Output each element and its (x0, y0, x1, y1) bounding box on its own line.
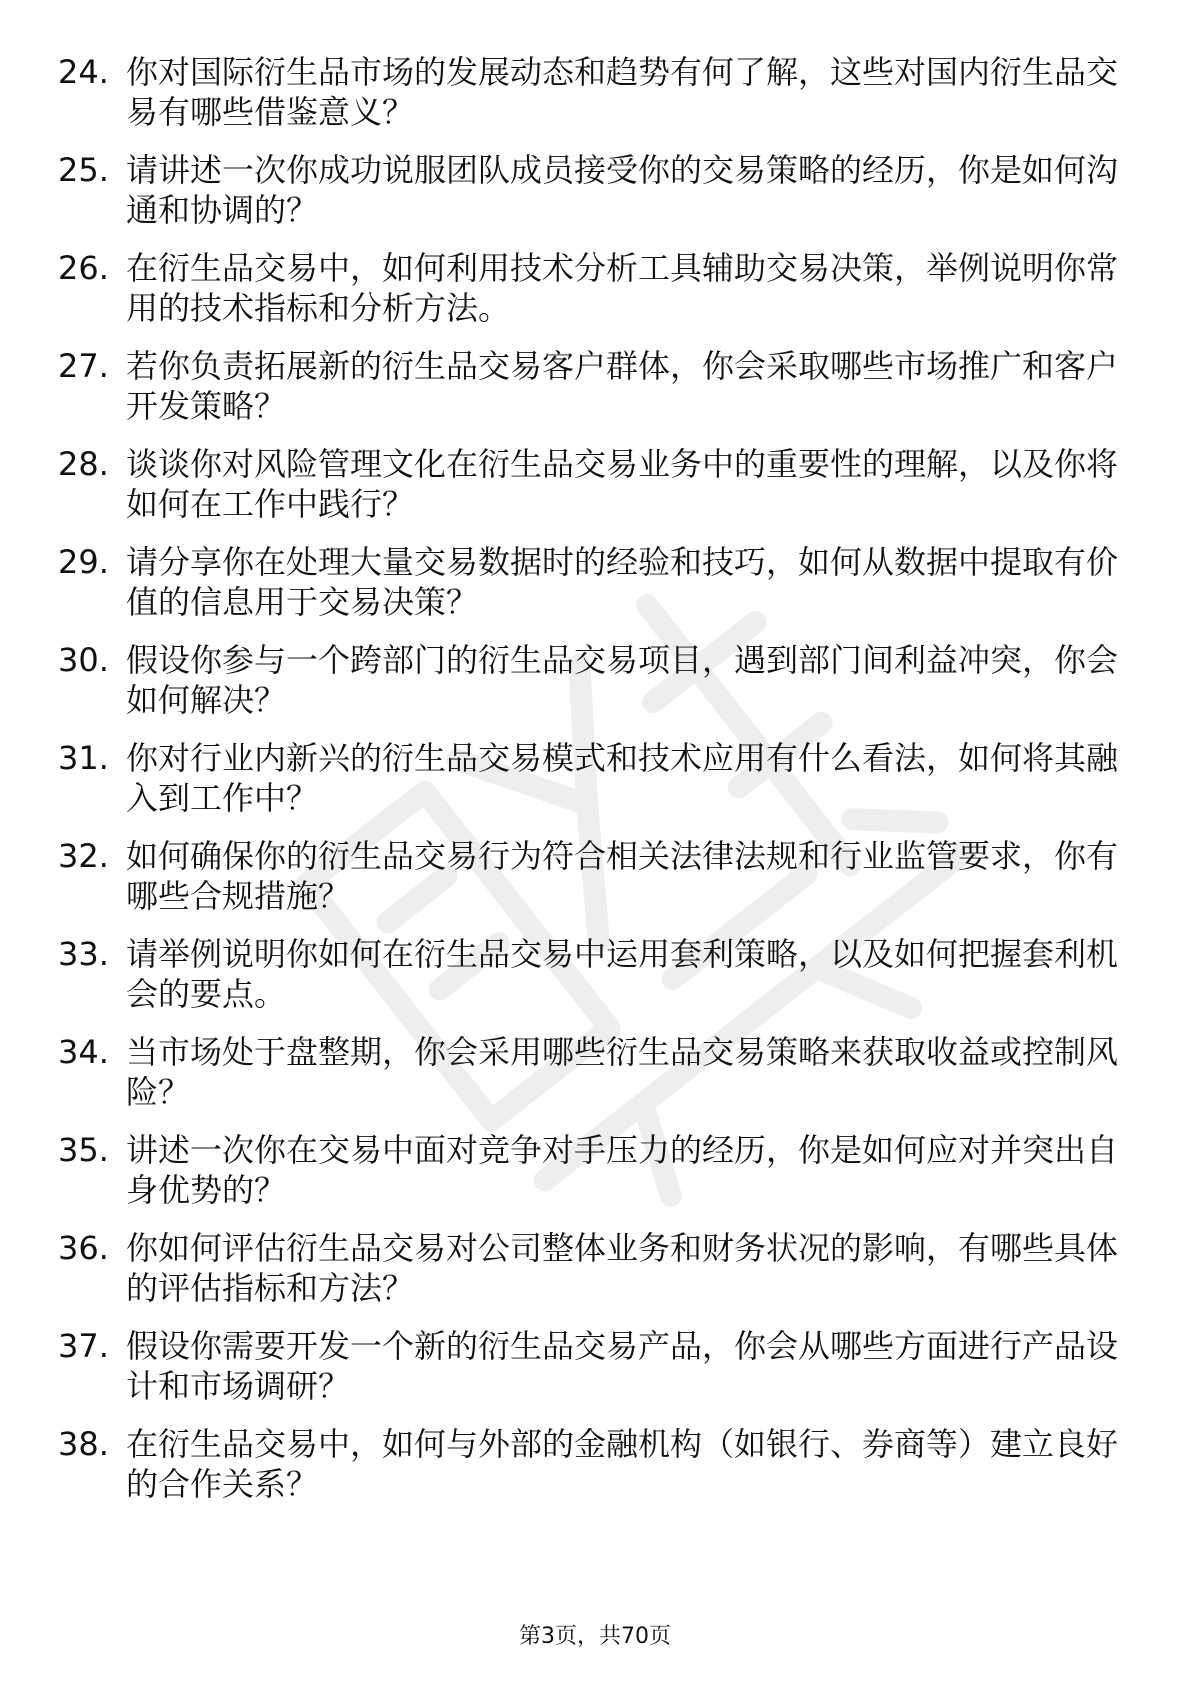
question-number: 31. (58, 739, 109, 777)
question-item (58, 738, 1138, 836)
question-number: 29. (58, 543, 109, 581)
question-item (58, 1130, 1138, 1228)
question-list (58, 52, 1138, 1522)
question-number: 28. (58, 445, 109, 483)
question-item (58, 1032, 1138, 1130)
question-number: 27. (58, 347, 109, 385)
question-text: 请举例说明你如何在衍生品交易中运用套利策略，以及如何把握套利机会的要点。 (126, 935, 1119, 1013)
question-number: 33. (58, 935, 109, 973)
question-number: 26. (58, 249, 109, 287)
question-item (58, 444, 1138, 542)
question-number: 24. (58, 53, 109, 91)
question-text: 请分享你在处理大量交易数据时的经验和技巧，如何从数据中提取有价值的信息用于交易决策？ (126, 543, 1119, 621)
question-item (58, 1326, 1138, 1424)
question-item (58, 150, 1138, 248)
question-item (58, 52, 1138, 150)
page-number-label: 第3页，共70页 (519, 1624, 671, 1649)
question-text: 谈谈你对风险管理文化在衍生品交易业务中的重要性的理解，以及你将如何在工作中践行？ (126, 445, 1119, 523)
question-text: 如何确保你的衍生品交易行为符合相关法律法规和行业监管要求，你有哪些合规措施？ (126, 837, 1119, 915)
question-number: 30. (58, 641, 109, 679)
question-item (58, 836, 1138, 934)
question-item (58, 346, 1138, 444)
question-item (58, 1228, 1138, 1326)
question-text: 在衍生品交易中，如何利用技术分析工具辅助交易决策，举例说明你常用的技术指标和分析方法。 (126, 249, 1119, 327)
question-text: 假设你参与一个跨部门的衍生品交易项目，遇到部门间利益冲突，你会如何解决？ (126, 641, 1119, 719)
question-text: 当市场处于盘整期，你会采用哪些衍生品交易策略来获取收益或控制风险？ (126, 1033, 1119, 1111)
question-item (58, 542, 1138, 640)
page-footer (0, 1622, 1190, 1652)
question-item (58, 640, 1138, 738)
question-text: 若你负责拓展新的衍生品交易客户群体，你会采取哪些市场推广和客户开发策略？ (126, 347, 1119, 425)
question-item (58, 1424, 1138, 1522)
question-number: 38. (58, 1425, 109, 1463)
question-number: 36. (58, 1229, 109, 1267)
question-item (58, 934, 1138, 1032)
question-number: 37. (58, 1327, 109, 1365)
question-text: 讲述一次你在交易中面对竞争对手压力的经历，你是如何应对并突出自身优势的？ (126, 1131, 1119, 1209)
question-text: 假设你需要开发一个新的衍生品交易产品，你会从哪些方面进行产品设计和市场调研？ (126, 1327, 1119, 1405)
question-text: 你对行业内新兴的衍生品交易模式和技术应用有什么看法，如何将其融入到工作中？ (126, 739, 1119, 817)
question-text: 在衍生品交易中，如何与外部的金融机构（如银行、券商等）建立良好的合作关系？ (126, 1425, 1119, 1503)
question-text: 你对国际衍生品市场的发展动态和趋势有何了解，这些对国内衍生品交易有哪些借鉴意义？ (126, 53, 1119, 131)
question-number: 34. (58, 1033, 109, 1071)
question-number: 25. (58, 151, 109, 189)
question-number: 35. (58, 1131, 109, 1169)
question-number: 32. (58, 837, 109, 875)
question-text: 你如何评估衍生品交易对公司整体业务和财务状况的影响，有哪些具体的评估指标和方法？ (126, 1229, 1119, 1307)
question-text: 请讲述一次你成功说服团队成员接受你的交易策略的经历，你是如何沟通和协调的？ (126, 151, 1119, 229)
question-item (58, 248, 1138, 346)
